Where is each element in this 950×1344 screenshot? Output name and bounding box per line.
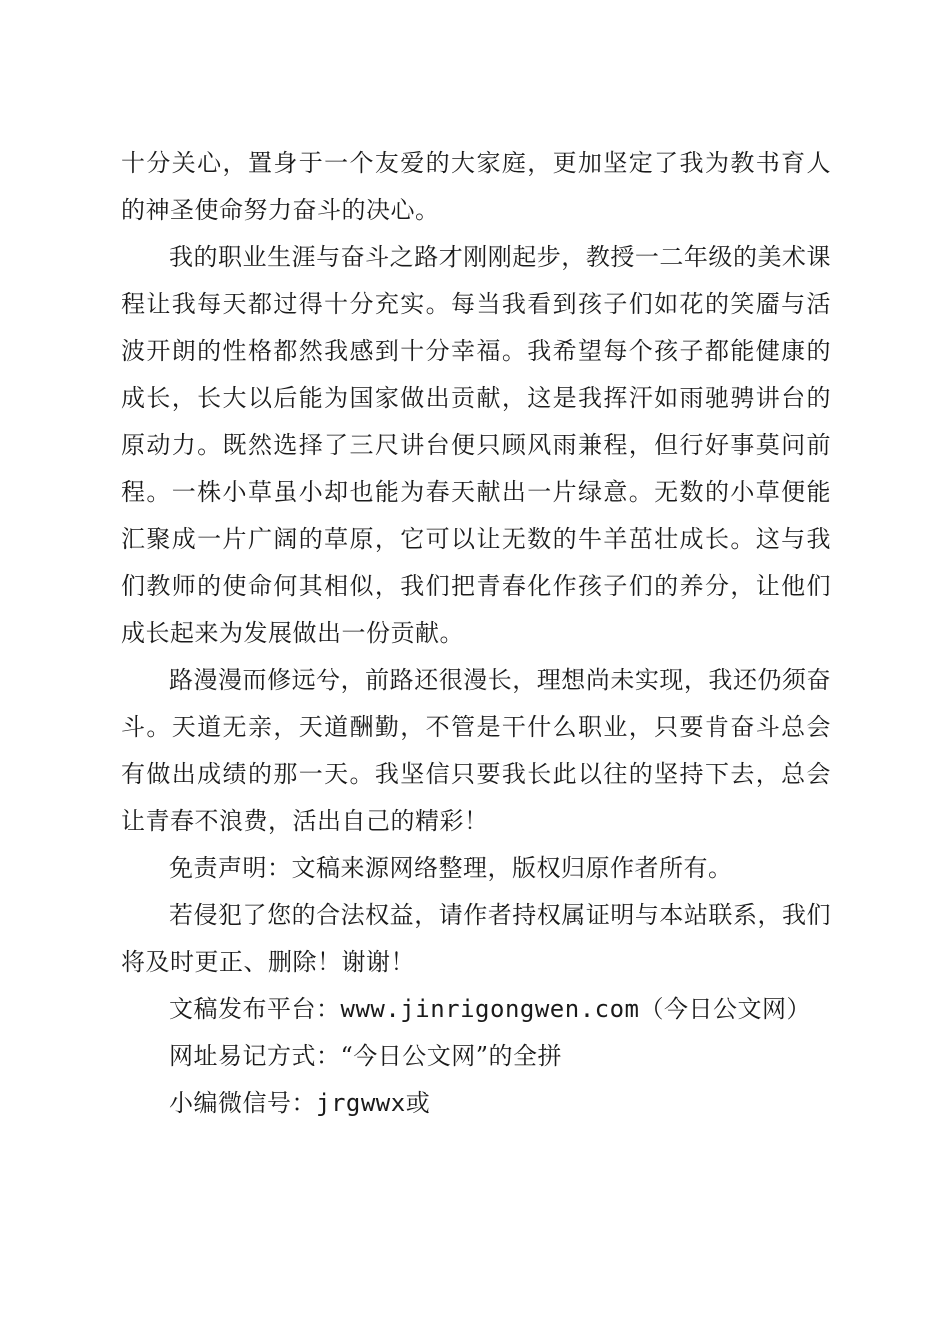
document-body (121, 140, 831, 1127)
paragraph-struggle: 路漫漫而修远兮，前路还很漫长，理想尚未实现，我还仍须奋斗。天道无亲，天道酬勤，不管是干什么职业，只要肯奋斗总会有做出成绩的那一天。我坚信只要我长此以往的坚持下去，总会让青春不浪费，活出自己的精彩！ (121, 666, 831, 835)
wechat-line (121, 1080, 831, 1127)
paragraph-continuation: 十分关心，置身于一个友爱的大家庭，更加坚定了我为教书育人的神圣使命努力奋斗的决心。 (121, 149, 831, 224)
wechat-id: jrgwwx (316, 1089, 406, 1117)
disclaimer-line-1: 免责声明：文稿来源网络整理，版权归原作者所有。 (169, 854, 733, 882)
paragraph-career: 我的职业生涯与奋斗之路才刚刚起步，教授一二年级的美术课程让我每天都过得十分充实。每当我看到孩子们如花的笑靥与活波开朗的性格都然我感到十分幸福。我希望每个孩子都能健康的成长，长大以后能为国家做出贡献，这是我挥汗如雨驰骋讲台的原动力。既然选择了三尺讲台便只顾风雨兼程，但行好事莫问前程。一株小草虽小却也能为春天献出一片绿意。无数的小草便能汇聚成一片广阔的草原，它可以让无数的牛羊茁壮成长。这与我们教师的使命何其相似，我们把青春化作孩子们的养分，让他们成长起来为发展做出一份贡献。 (121, 243, 831, 647)
platform-url: www.jinrigongwen.com (340, 995, 640, 1023)
platform-line (121, 986, 831, 1033)
disclaimer-line-2: 若侵犯了您的合法权益，请作者持权属证明与本站联系，我们将及时更正、删除！谢谢！ (121, 901, 831, 976)
wechat-label: 小编微信号： (169, 1089, 316, 1117)
wechat-suffix: 或 (405, 1089, 431, 1117)
platform-note: （今日公文网） (639, 995, 811, 1023)
easy-remember-line: 网址易记方式：“今日公文网”的全拼 (169, 1042, 563, 1070)
platform-label: 文稿发布平台： (169, 995, 341, 1023)
